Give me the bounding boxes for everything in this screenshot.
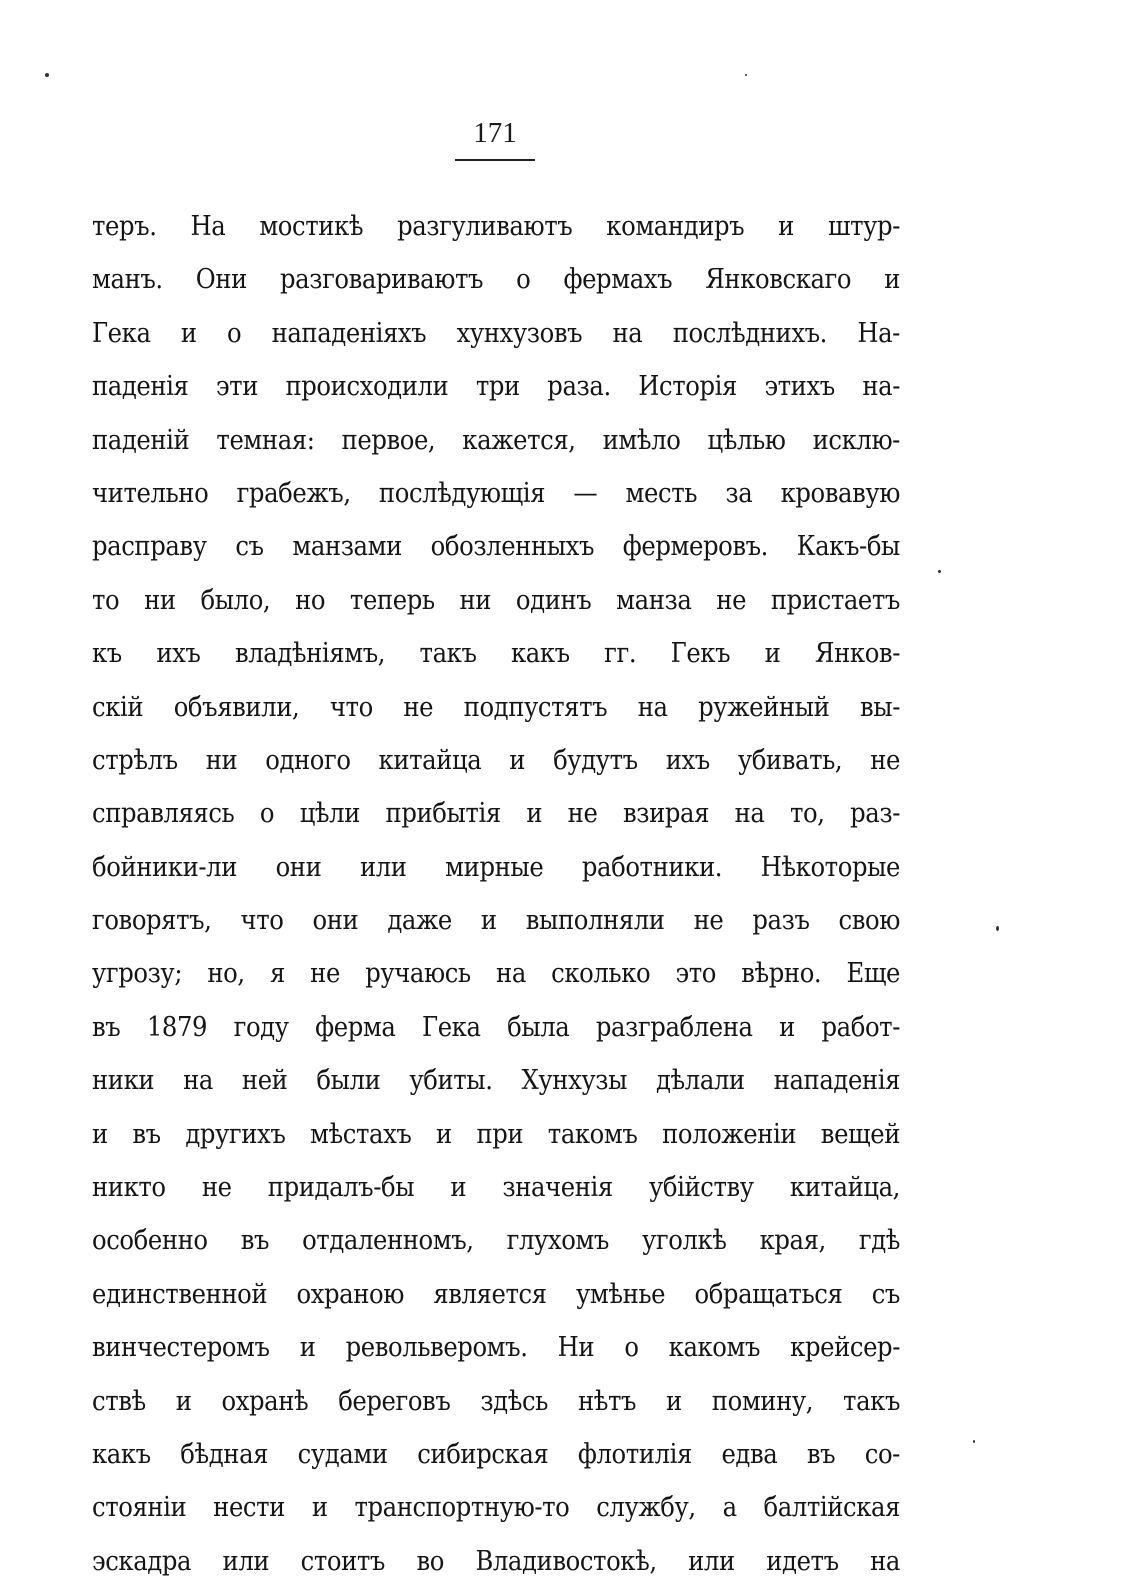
ink-speck xyxy=(745,74,747,76)
text-line: ствѣ и охранѣ береговъ здѣсь нѣтъ и помину, такъ xyxy=(92,1385,900,1417)
text-line: особенно въ отдаленномъ, глухомъ уголкѣ края, гдѣ xyxy=(92,1225,900,1257)
page-number-rule xyxy=(455,159,535,161)
text-line: чительно грабежъ, послѣдующія — месть за кровавую xyxy=(92,477,900,509)
text-line: теръ. На мостикѣ разгуливаютъ командиръ и штур- xyxy=(92,211,900,242)
ink-speck xyxy=(938,570,941,573)
text-line: скій объявили, что не подпустятъ на ружейный вы- xyxy=(92,691,900,723)
ink-speck xyxy=(973,1440,975,1443)
text-line: паденій темная: первое, кажется, имѣло цѣлью исклю- xyxy=(92,424,900,456)
text-line: расправу съ манзами обозленныхъ фермеровъ. Какъ-бы xyxy=(92,531,900,563)
text-line: винчестеромъ и револьверомъ. Ни о какомъ крейсер- xyxy=(92,1332,900,1364)
text-line: Гека и о нападеніяхъ хунхузовъ на послѣднихъ. На- xyxy=(92,317,900,349)
text-line: въ 1879 году ферма Гека была разграблена и работ- xyxy=(92,1011,900,1043)
text-line: къ ихъ владѣніямъ, такъ какъ гг. Гекъ и Янков- xyxy=(92,638,900,670)
body-text xyxy=(92,200,900,1588)
text-line: справляясь о цѣли прибытія и не взирая на то, раз- xyxy=(92,798,900,830)
ink-speck xyxy=(996,926,999,931)
text-line: говорятъ, что они даже и выполняли не разъ свою xyxy=(92,905,900,937)
text-line: какъ бѣдная судами сибирская флотилія едва въ со- xyxy=(92,1438,900,1470)
text-line: и въ другихъ мѣстахъ и при такомъ положеніи вещей xyxy=(92,1118,900,1150)
text-line: манъ. Они разговариваютъ о фермахъ Янковскаго и xyxy=(92,264,900,296)
text-line: единственной охраною является умѣнье обращаться съ xyxy=(92,1278,900,1310)
text-line: стояніи нести и транспортную-то службу, а балтійская xyxy=(92,1492,900,1524)
text-line: то ни было, но теперь ни одинъ манза не пристаетъ xyxy=(92,584,900,616)
text-line: эскадра или стоитъ во Владивостокѣ, или идетъ на xyxy=(92,1545,900,1577)
text-line: паденія эти происходили три раза. Исторія этихъ на- xyxy=(92,371,900,403)
text-line: ники на ней были убиты. Хунхузы дѣлали нападенія xyxy=(92,1065,900,1097)
ink-speck xyxy=(45,73,49,77)
text-line: стрѣлъ ни одного китайца и будутъ ихъ убивать, не xyxy=(92,744,900,776)
text-line: угрозу; но, я не ручаюсь на сколько это вѣрно. Еще xyxy=(92,958,900,990)
text-line: бойники-ли они или мирные работники. Нѣкоторые xyxy=(92,851,900,883)
text-line: никто не придалъ-бы и значенія убійству китайца, xyxy=(92,1172,900,1204)
page-number: 171 xyxy=(473,117,517,149)
